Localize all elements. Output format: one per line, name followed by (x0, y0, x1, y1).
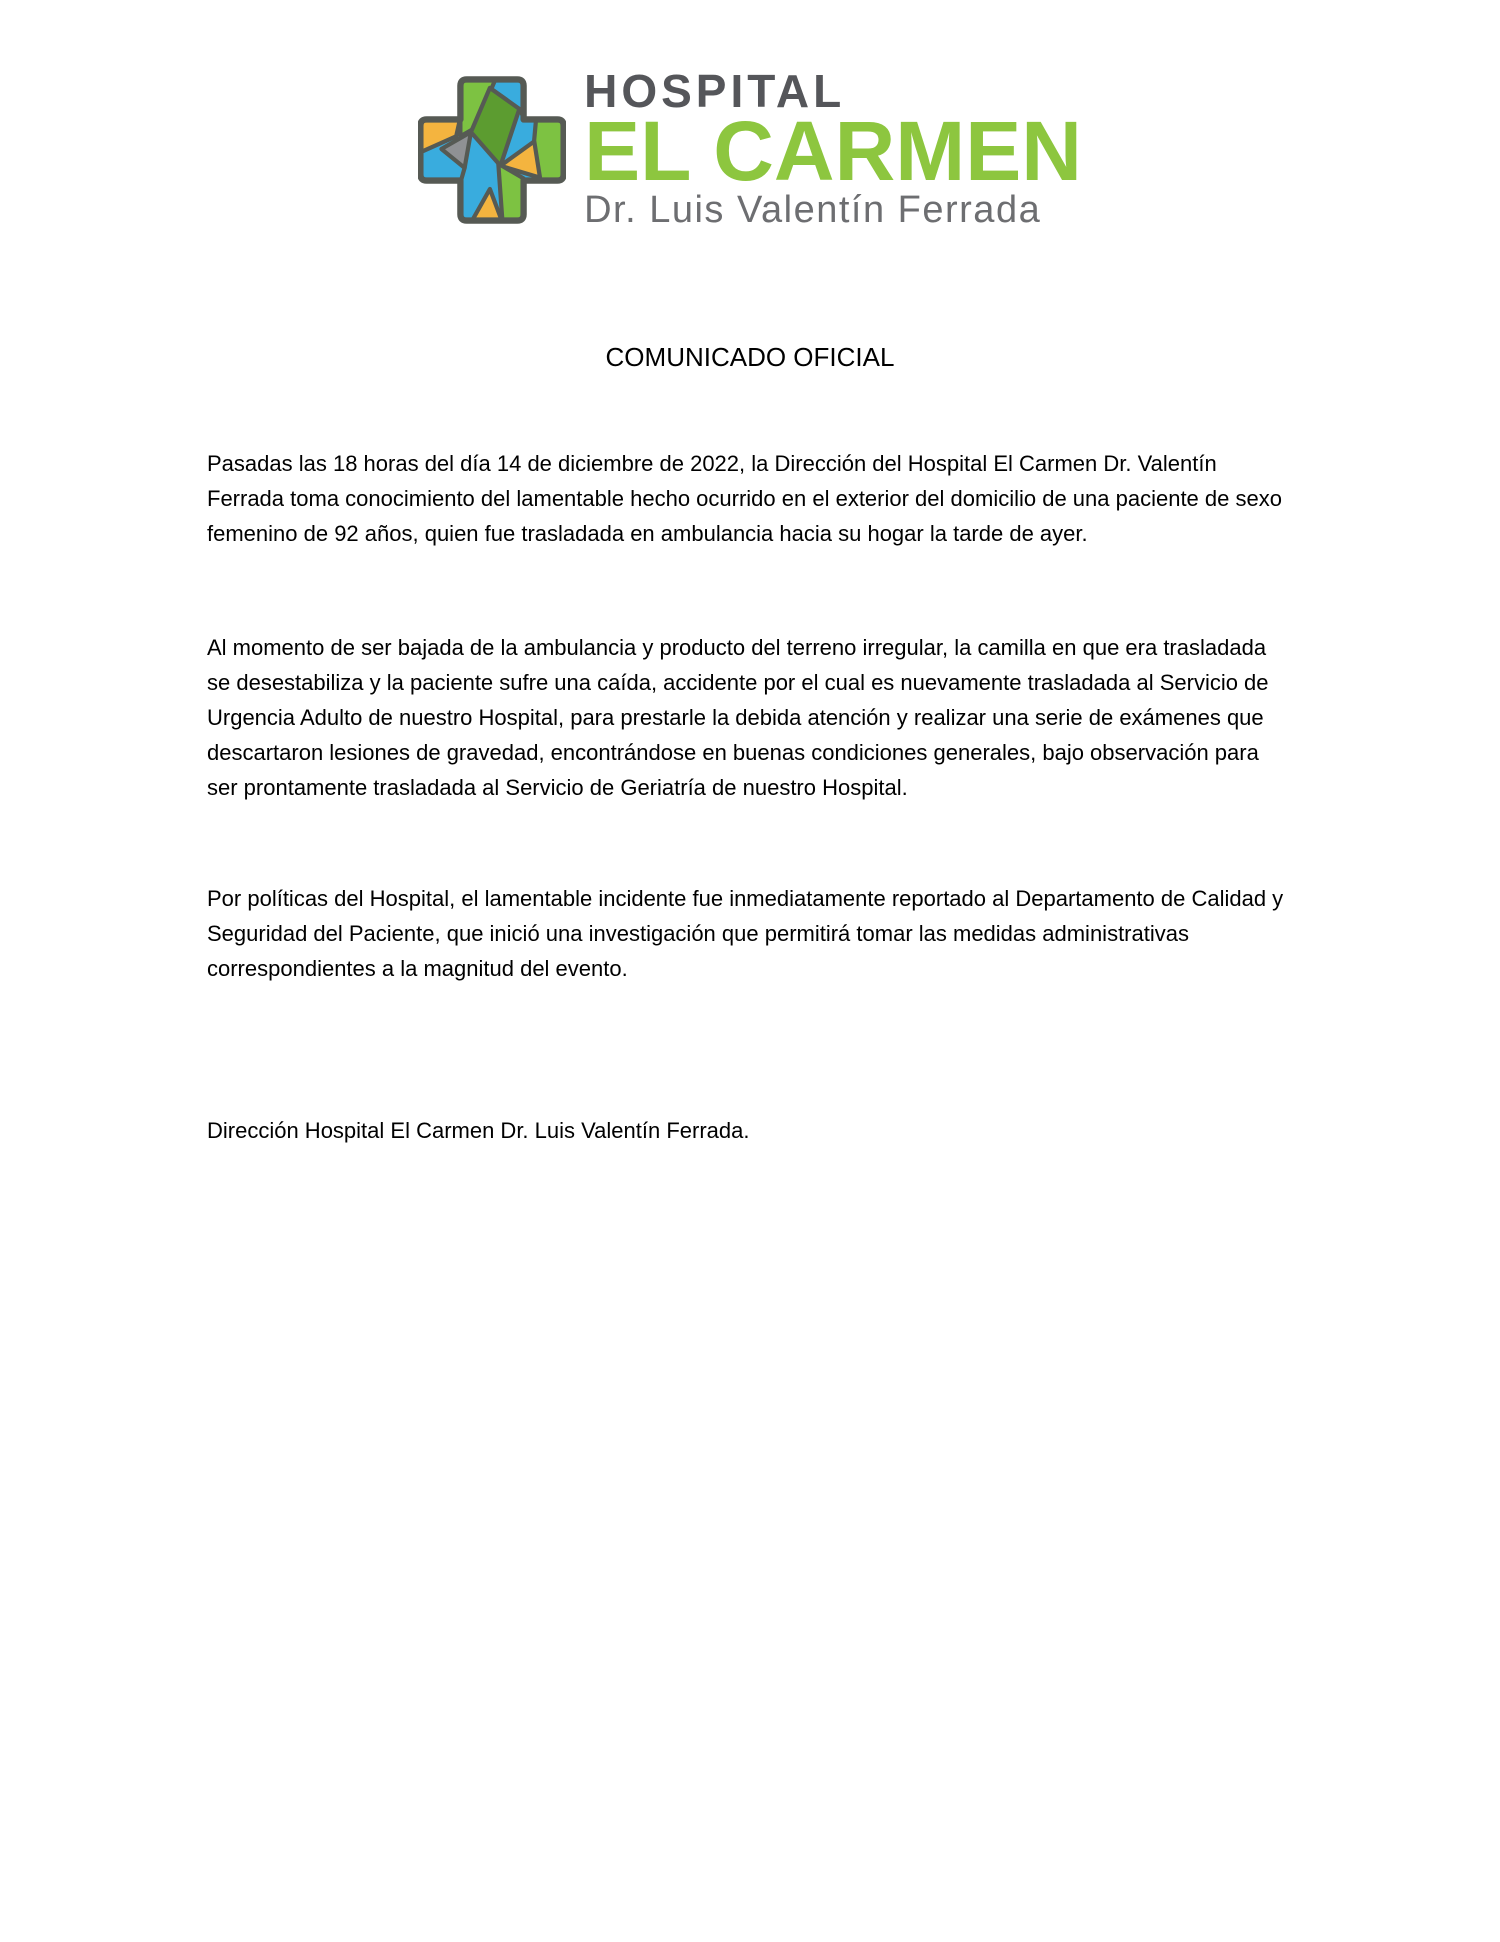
paragraph-2: Al momento de ser bajada de la ambulancia y producto del terreno irregular, la camilla en que era trasladada se desestabiliza y la paciente sufre una caída, accidente por el cual es nuevamente trasladada al Servicio de Urgencia Adulto de nuestro Hospital, para prestarle la debida atención y realizar una serie de exámenes que descartaron lesiones de gravedad, encontrándose en buenas condiciones generales, bajo observación para ser prontamente trasladada al Servicio de Geriatría de nuestro Hospital. (207, 635, 1269, 800)
logo-text-block (584, 65, 1082, 231)
signature-line: Dirección Hospital El Carmen Dr. Luis Valentín Ferrada. (207, 1118, 750, 1143)
logo-doctor-text: Dr. Luis Valentín Ferrada (584, 189, 1042, 231)
logo-hospital-text: HOSPITAL (584, 65, 846, 117)
hospital-logo (0, 0, 1500, 236)
logo-name-text: EL CARMEN (584, 104, 1082, 198)
document-title: COMUNICADO OFICIAL (605, 342, 895, 372)
paragraph-1: Pasadas las 18 horas del día 14 de diciembre de 2022, la Dirección del Hospital El Carmen Dr. Valentín Ferrada toma conocimiento del lamentable hecho ocurrido en el exterior del domicilio de una paciente de sexo femenino de 92 años, quien fue trasladada en ambulancia hacia su hogar la tarde de ayer. (207, 451, 1282, 546)
medical-cross-logo-icon (418, 71, 566, 229)
paragraph-3: Por políticas del Hospital, el lamentable incidente fue inmediatamente reportado al Departamento de Calidad y Seguridad del Paciente, que inició una investigación que permitirá tomar las medidas administrativas correspondientes a la magnitud del evento. (207, 886, 1284, 981)
